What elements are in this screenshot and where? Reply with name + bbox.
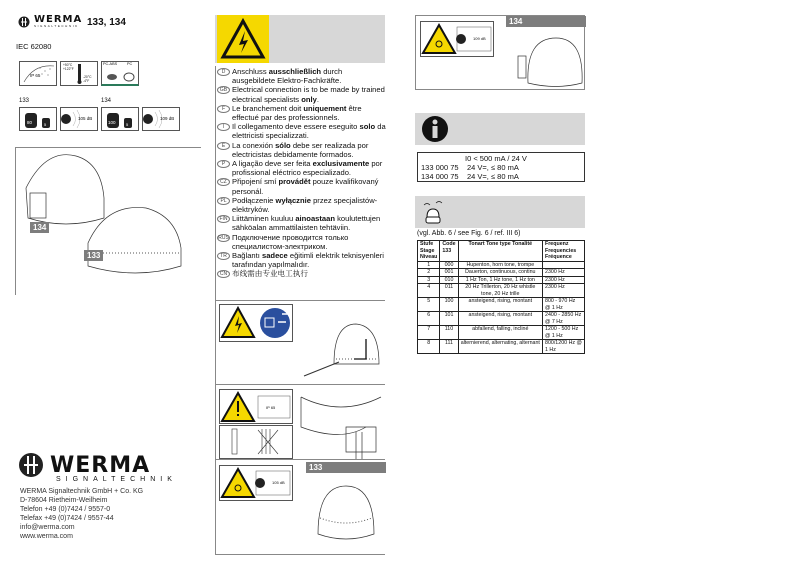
weight-icon-133 [19,107,57,131]
sound-value: 105 dB [78,116,93,121]
table-cell: 1 Hz Ton, 1 Hz tone, 1 Hz ton [458,276,542,284]
tab-label-133: 133 [84,250,103,261]
note-item [217,159,387,177]
sound-value: 109 dB [160,116,175,121]
table-row [418,340,585,354]
material-1: PC-ABS [103,62,118,66]
note-pre: 布线需由专业电工执行 [232,269,308,279]
note-bold: solo [359,122,376,132]
werma-logo-icon [18,452,44,478]
note-bold: sadece [261,251,288,261]
note-text [232,214,387,232]
weight-value-2: 5 [126,122,129,127]
note-post: durch ausgebildete Elektro-Fachkräfte. [232,67,343,86]
model-134-label: 134 [101,98,112,104]
mounting-bracket-drawing [296,387,384,459]
sound-label: 109 dB [473,36,486,41]
note-pre: Anschluss [232,67,269,76]
language-code-icon: D [217,68,230,76]
table-cell: 001 [440,269,458,277]
fax: Telefax +49 (0)7424 / 9557-44 [20,515,114,522]
table-cell: 1200 - 500 Hz @ 1 Hz [543,326,585,340]
note-pre: Le branchement doit [232,103,304,113]
table-cell: 110 [440,326,458,340]
footer-brand: WERMA [50,452,151,478]
model-133-label: 133 [19,98,30,104]
article-number: 133 000 75 [421,163,459,172]
weight-value-2: 5 [44,122,47,127]
language-code-icon: TR [217,252,230,260]
table-row [418,276,585,284]
note-text [232,104,387,122]
hearing-warning-icons [219,465,293,501]
note-item [217,269,387,278]
language-code-icon: P [217,160,230,168]
note-bold: provádět [278,177,311,187]
language-code-icon: RUS [218,234,229,241]
installation-notes [217,67,387,279]
note-item [217,141,387,159]
warning-icons [219,304,293,342]
note-pre: Il collegamento deve essere eseguito [232,122,360,132]
note-text [232,67,387,85]
header-logo [18,15,82,28]
note-post: pouze kvalifikovaný personál. [232,177,379,196]
language-code-icon: GB [217,86,230,94]
tab-label-134: 134 [506,16,586,27]
language-code-icon: E [217,142,230,150]
weight-value: 100 [108,120,116,125]
note-item [217,214,387,232]
note-text [232,159,387,177]
table-cell: 100 [440,298,458,312]
info-icon [421,114,449,144]
language-code-icon: I [217,123,230,131]
tab-label-134: 134 [30,222,49,233]
note-pre: Electrical connection is to be made by trained electrical specialists [232,85,385,104]
model-numbers: 133, 134 [87,17,126,28]
note-item [217,196,387,214]
language-code-icon: CZ [217,178,230,186]
website-link[interactable]: www.werma.com [20,533,73,540]
table-cell: Hupenton, horn tone, trompe [458,261,542,269]
email-link[interactable]: info@werma.com [20,524,75,531]
electrical-warning-panel [215,15,385,63]
brand-name: WERMA [34,14,83,25]
table-cell: 111 [440,340,458,354]
column-header: Code 133 [440,241,458,262]
note-pre: Подключение проводится только специалистом-электриком. [232,232,349,251]
note-pre: A ligação deve ser feita [232,159,313,169]
table-row [418,326,585,340]
tone-table [417,240,585,354]
cable-type-icons [219,425,293,459]
note-item [217,67,387,85]
table-cell: abfallend, falling, incliné [458,326,542,340]
table-cell: 6 [418,312,440,326]
table-row [418,298,585,312]
table-cell [543,261,585,269]
note-text [232,251,387,269]
note-bold: exclusivamente [312,159,370,169]
tone-settings-panel [415,196,585,228]
beacon-sound-icon [421,197,445,227]
note-bold: ausschließlich [268,67,322,76]
current-header: I0 < 500 mA / 24 V [465,154,527,163]
address-line: D-78604 Rietheim-Weilheim [20,497,108,504]
ip-label: IP 65 [30,73,41,78]
info-panel [415,113,585,145]
note-item [217,177,387,195]
material-icon [101,61,139,86]
werma-logo-icon [18,16,30,28]
note-post: . [316,94,319,104]
language-code-icon: PL [217,197,230,205]
note-post: debe ser realizada por electricistas debidamente formados. [232,140,369,159]
note-post: przez specjalistów-elektryków. [232,195,378,215]
note-text [232,141,387,159]
table-cell: Dauerton, continuous, continu [458,269,542,277]
table-cell: 1 [418,261,440,269]
brand-sub: SIGNALTECHNIK [34,24,79,28]
table-cell: 2 [418,269,440,277]
note-text [232,269,308,278]
table-row [418,284,585,298]
language-code-icon: FIN [217,215,230,223]
table-cell: 20 Hz Trillerton, 20 Hz whistle tone, 20 Hz trille [458,284,542,298]
note-item [217,233,387,251]
note-item [217,104,387,122]
note-bold: uniquement [303,103,347,113]
figure-reference: (vgl. Abb. 6 / see Fig. 6 / ref. III 6) [417,230,521,237]
temp-low: -20°C -4°F [83,75,92,83]
temperature-icon [60,61,98,86]
address-line: WERMA Signaltechnik GmbH + Co. KG [20,488,144,495]
table-cell: 800/1200 Hz @ 1 Hz [543,340,585,354]
table-cell: 000 [440,261,458,269]
note-pre: Bağlantı [232,251,262,261]
table-cell: 3 [418,276,440,284]
note-item [217,85,387,103]
ip-rating-icon [19,61,57,86]
product-illustration [15,147,201,295]
note-post: être effectué par des professionnels. [232,103,362,123]
note-text [232,85,387,103]
article-number: 134 000 75 [421,172,459,181]
note-item [217,251,387,269]
weight-icon-134 [101,107,139,131]
model-134-figure [415,15,585,90]
table-row [418,312,585,326]
step-cable-entry [215,385,385,460]
column-header: Frequenz Frequencies Fréquence [543,241,585,262]
language-code-icon: CN [217,270,230,278]
note-pre: La conexión [232,140,276,150]
note-bold: only [301,94,317,104]
note-pre: Podłączenie [232,195,276,205]
table-cell: 2300 Hz [543,276,585,284]
step-disconnect [215,300,385,385]
language-code-icon: F [217,105,230,113]
weight-value: 80 [27,120,33,125]
table-cell: 5 [418,298,440,312]
table-cell: 800 - 970 Hz @ 1 Hz [543,298,585,312]
table-cell: alternierend, alternating, alternant [458,340,542,354]
beacon-134-drawing [506,28,586,90]
note-bold: sólo [275,140,291,150]
note-pre: Liittäminen kuuluu [232,214,296,224]
table-cell: ansteigend, rising, montant [458,312,542,326]
footer-logo [18,452,177,483]
note-bold: ainoastaan [295,214,335,224]
current-value: 24 V=, ≤ 80 mA [467,172,519,181]
current-table [417,152,585,182]
tab-label-133: 133 [306,462,386,473]
sound-icon-133 [60,107,98,131]
note-post: por profissional eléctrico especializado. [232,159,383,178]
table-cell: 2300 Hz [543,284,585,298]
high-voltage-warning-icon [217,15,269,63]
table-cell: 7 [418,326,440,340]
sound-label: 105 dB [272,480,285,485]
note-text [232,233,387,251]
note-text [232,122,387,140]
material-2: PC [127,62,133,66]
table-cell: 2300 Hz [543,269,585,277]
table-cell: 101 [440,312,458,326]
note-text [232,196,387,214]
note-pre: Připojení smí [232,177,279,187]
table-cell: ansteigend, rising, montant [458,298,542,312]
step-noise-warning [215,460,385,555]
note-item [217,122,387,140]
caution-ip-icons [219,389,293,424]
beacon-133-drawing [306,476,386,546]
temp-high: +50°C +122°F [63,63,74,71]
table-cell: 2400 - 2850 Hz @ 7 Hz [543,312,585,326]
table-cell: 4 [418,284,440,298]
standard-label: IEC 62080 [16,42,52,51]
phone: Telefon +49 (0)7424 / 9557-0 [20,506,111,513]
note-text [232,177,387,195]
company-address [20,487,143,541]
table-row [418,261,585,269]
note-post: koulutettujen sähköalan ammattilaisten tehtäviin. [232,214,381,233]
beacon-open-drawing [294,304,384,384]
table-row [418,269,585,277]
note-bold: wyłącznie [275,195,311,205]
hearing-warning-icons [420,21,494,57]
note-post: da elettricisti specializzati. [232,122,386,141]
column-header: Stufe Stage Niveau [418,241,440,262]
current-value: 24 V=, ≤ 80 mA [467,163,519,172]
table-cell: 010 [440,276,458,284]
table-cell: 011 [440,284,458,298]
sound-icon-134 [142,107,180,131]
column-header: Tonart Tone type Tonalité [458,241,542,262]
note-post: eğitimli elektrik teknisyenleri tarafından yapılmalıdır. [232,251,384,270]
table-cell: 8 [418,340,440,354]
footer-brand-sub: SIGNALTECHNIK [56,476,177,483]
ip-label: IP 65 [266,405,276,410]
